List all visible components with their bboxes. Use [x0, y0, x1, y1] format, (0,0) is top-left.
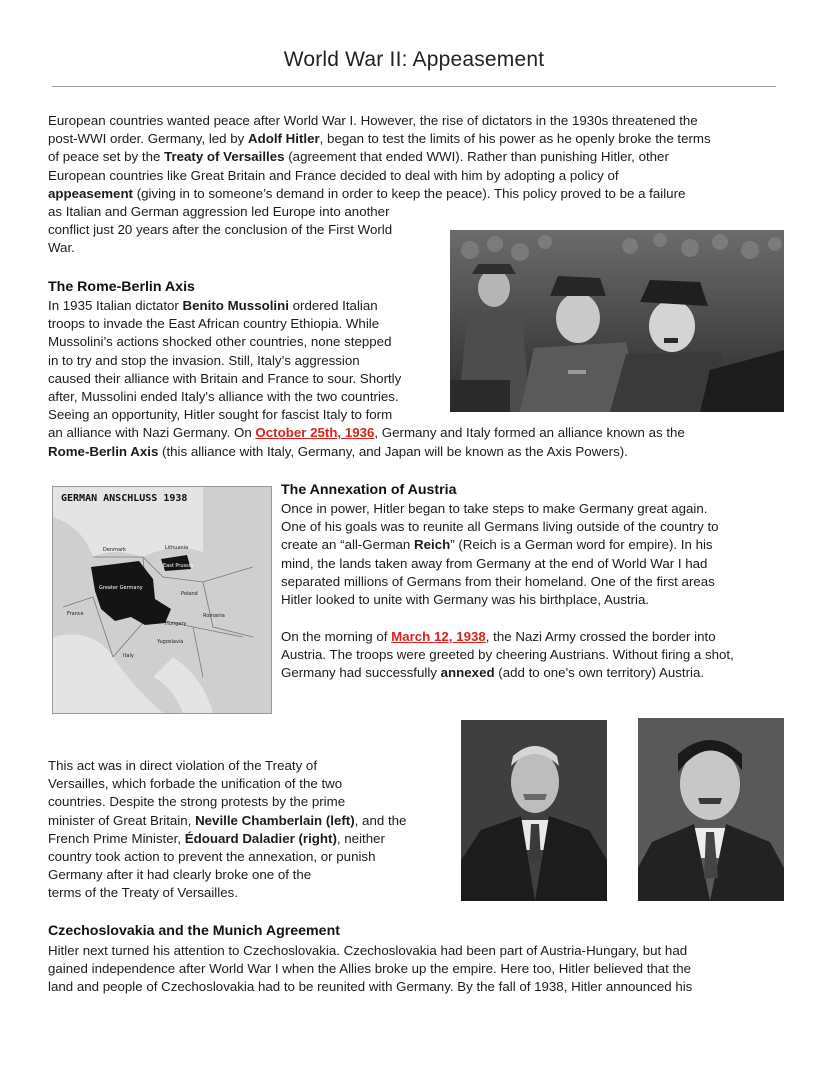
map-label-romania: Romania — [203, 613, 225, 619]
map-label-lithuania: Lithuania — [165, 545, 189, 551]
term-appeasement: appeasement — [48, 185, 133, 201]
map-label-greater-germany: Greater Germany — [99, 585, 143, 591]
text-run: , the Nazi Army crossed the border into — [485, 629, 716, 644]
chamberlain-portrait — [461, 720, 607, 901]
violation-paragraph — [48, 757, 448, 903]
text-run: minister of Great Britain, — [48, 812, 196, 828]
intro-line: conflict just 20 years after the conclusion of the First World — [48, 222, 393, 238]
austria-line: Austria. The troops were greeted by cheering Austrians. Without firing a shot, — [281, 647, 734, 663]
text-run: (giving in to someone’s demand in order to keep the peace). This policy proved to be a failure — [133, 185, 686, 201]
axis-line — [48, 297, 788, 315]
munich-line: land and people of Czechoslovakia had to be reunited with Germany. By the fall of 1938, Hitler announced his — [48, 979, 693, 995]
austria-line: One of his goals was to reunite all Germans living outside of the country to — [281, 519, 719, 535]
violation-line: countries. Despite the strong protests by the prime — [48, 794, 346, 810]
intro-line — [48, 185, 788, 203]
term-rome-berlin-axis: Rome-Berlin Axis — [48, 443, 159, 459]
section-heading-munich: Czechoslovakia and the Munich Agreement — [48, 923, 340, 939]
term-benito-mussolini: Benito Mussolini — [182, 298, 289, 313]
austria-paragraph — [281, 500, 781, 609]
munich-line: gained independence after World War I when the Allies broke up the empire. Here too, Hitler believed that the — [48, 961, 692, 977]
title-divider — [52, 86, 776, 87]
violation-line: This act was in direct violation of the Treaty of — [48, 758, 318, 773]
text-run: (this alliance with Italy, Germany, and Japan will be known as the Axis Powers). — [158, 443, 628, 459]
text-run: In 1935 Italian dictator — [48, 298, 183, 313]
text-run: , neither — [336, 830, 385, 846]
munich-line: Hitler next turned his attention to Czechoslovakia. Czechoslovakia had been part of Austria-Hungary, but had — [48, 943, 688, 958]
anschluss-map — [52, 486, 272, 714]
text-run: ordered Italian — [288, 298, 378, 313]
date-march-12-1938: March 12, 1938 — [391, 629, 486, 644]
austria-line — [281, 536, 781, 554]
intro-line: War. — [48, 240, 75, 256]
text-run: post-WWI order. Germany, led by — [48, 131, 249, 147]
text-run: , Germany and Italy formed an alliance known as the — [374, 425, 685, 441]
violation-line — [48, 830, 448, 848]
text-run: an alliance with Nazi Germany. On — [48, 425, 256, 441]
section-heading-austria: The Annexation of Austria — [281, 482, 457, 498]
daladier-portrait — [638, 718, 784, 901]
map-title: GERMAN ANSCHLUSS 1938 — [61, 493, 188, 504]
axis-paragraph — [48, 297, 788, 461]
austria-line: Hitler looked to unite with Germany was his birthplace, Austria. — [281, 592, 650, 608]
violation-line: Germany after it had clearly broke one of the — [48, 867, 312, 883]
map-label-east-prussia: East Prussia — [163, 563, 194, 569]
page-title: World War II: Appeasement — [283, 48, 545, 71]
map-label-france: France — [67, 611, 84, 617]
date-october-25-1936: October 25th, 1936 — [255, 425, 375, 441]
map-label-yugoslavia: Yugoslavia — [157, 639, 184, 645]
intro-line: European countries like Great Britain and France decided to deal with him by adopting a policy of — [48, 167, 619, 183]
violation-line: terms of the Treaty of Versailles. — [48, 885, 238, 901]
text-run: ” (Reich is a German word for empire). In his — [450, 537, 713, 553]
map-label-italy: Italy — [123, 653, 134, 659]
axis-line: after, Mussolini ended Italy's alliance with the two countries. — [48, 389, 399, 405]
axis-line: caused their alliance with Britain and France to sour. Shortly — [48, 370, 402, 386]
austria-line: Once in power, Hitler began to take steps to make Germany great again. — [281, 501, 708, 516]
text-run: Germany had successfully — [281, 665, 441, 681]
violation-line: Versailles, which forbade the unification of the two — [48, 776, 343, 792]
austria-line — [281, 664, 781, 682]
intro-line: as Italian and German aggression led Europe into another — [48, 204, 390, 220]
intro-line — [48, 130, 788, 148]
axis-line — [48, 424, 788, 442]
map-label-denmark: Denmark — [103, 547, 126, 553]
text-run: of peace set by the — [48, 149, 165, 165]
text-run: On the morning of — [281, 629, 392, 644]
austria-line: mind, the lands taken away from Germany at the end of World War I had — [281, 555, 708, 571]
text-run: (agreement that ended WWI). Rather than punishing Hitler, other — [284, 149, 669, 165]
term-adolf-hitler: Adolf Hitler — [248, 131, 320, 147]
text-run: create an “all-German — [281, 537, 415, 553]
austria-line: separated millions of Germans from their homeland. One of the first areas — [281, 573, 715, 589]
violation-line — [48, 812, 448, 830]
term-treaty-of-versailles: Treaty of Versailles — [164, 149, 285, 165]
axis-line: troops to invade the East African country Ethiopia. While — [48, 316, 380, 332]
map-label-hungary: Hungary — [165, 621, 187, 627]
axis-line — [48, 443, 788, 461]
term-neville-chamberlain: Neville Chamberlain (left) — [195, 812, 355, 828]
austria-line — [281, 628, 781, 646]
violation-line: country took action to prevent the annexation, or punish — [48, 849, 376, 865]
term-edouard-daladier: Édouard Daladier (right) — [184, 830, 337, 846]
march-1938-paragraph — [281, 628, 781, 683]
term-reich: Reich — [414, 537, 451, 553]
axis-line: Mussolini’s actions shocked other countries, none stepped — [48, 334, 392, 350]
text-run: French Prime Minister, — [48, 830, 185, 846]
intro-line — [48, 148, 788, 166]
text-run: , and the — [354, 812, 407, 828]
text-run: (add to one's own territory) Austria. — [494, 665, 705, 681]
map-label-poland: Poland — [181, 591, 198, 597]
intro-line: European countries wanted peace after World War I. However, the rise of dictators in the 1930s threatened the — [48, 113, 698, 128]
axis-line: in to try and stop the invasion. Still, Italy’s aggression — [48, 352, 360, 368]
section-heading-axis: The Rome-Berlin Axis — [48, 279, 195, 295]
text-run: , began to test the limits of his power as he openly broke the terms — [319, 131, 711, 147]
axis-line: Seeing an opportunity, Hitler sought for fascist Italy to form — [48, 407, 393, 423]
term-annexed: annexed — [440, 665, 495, 681]
munich-paragraph — [48, 942, 788, 997]
